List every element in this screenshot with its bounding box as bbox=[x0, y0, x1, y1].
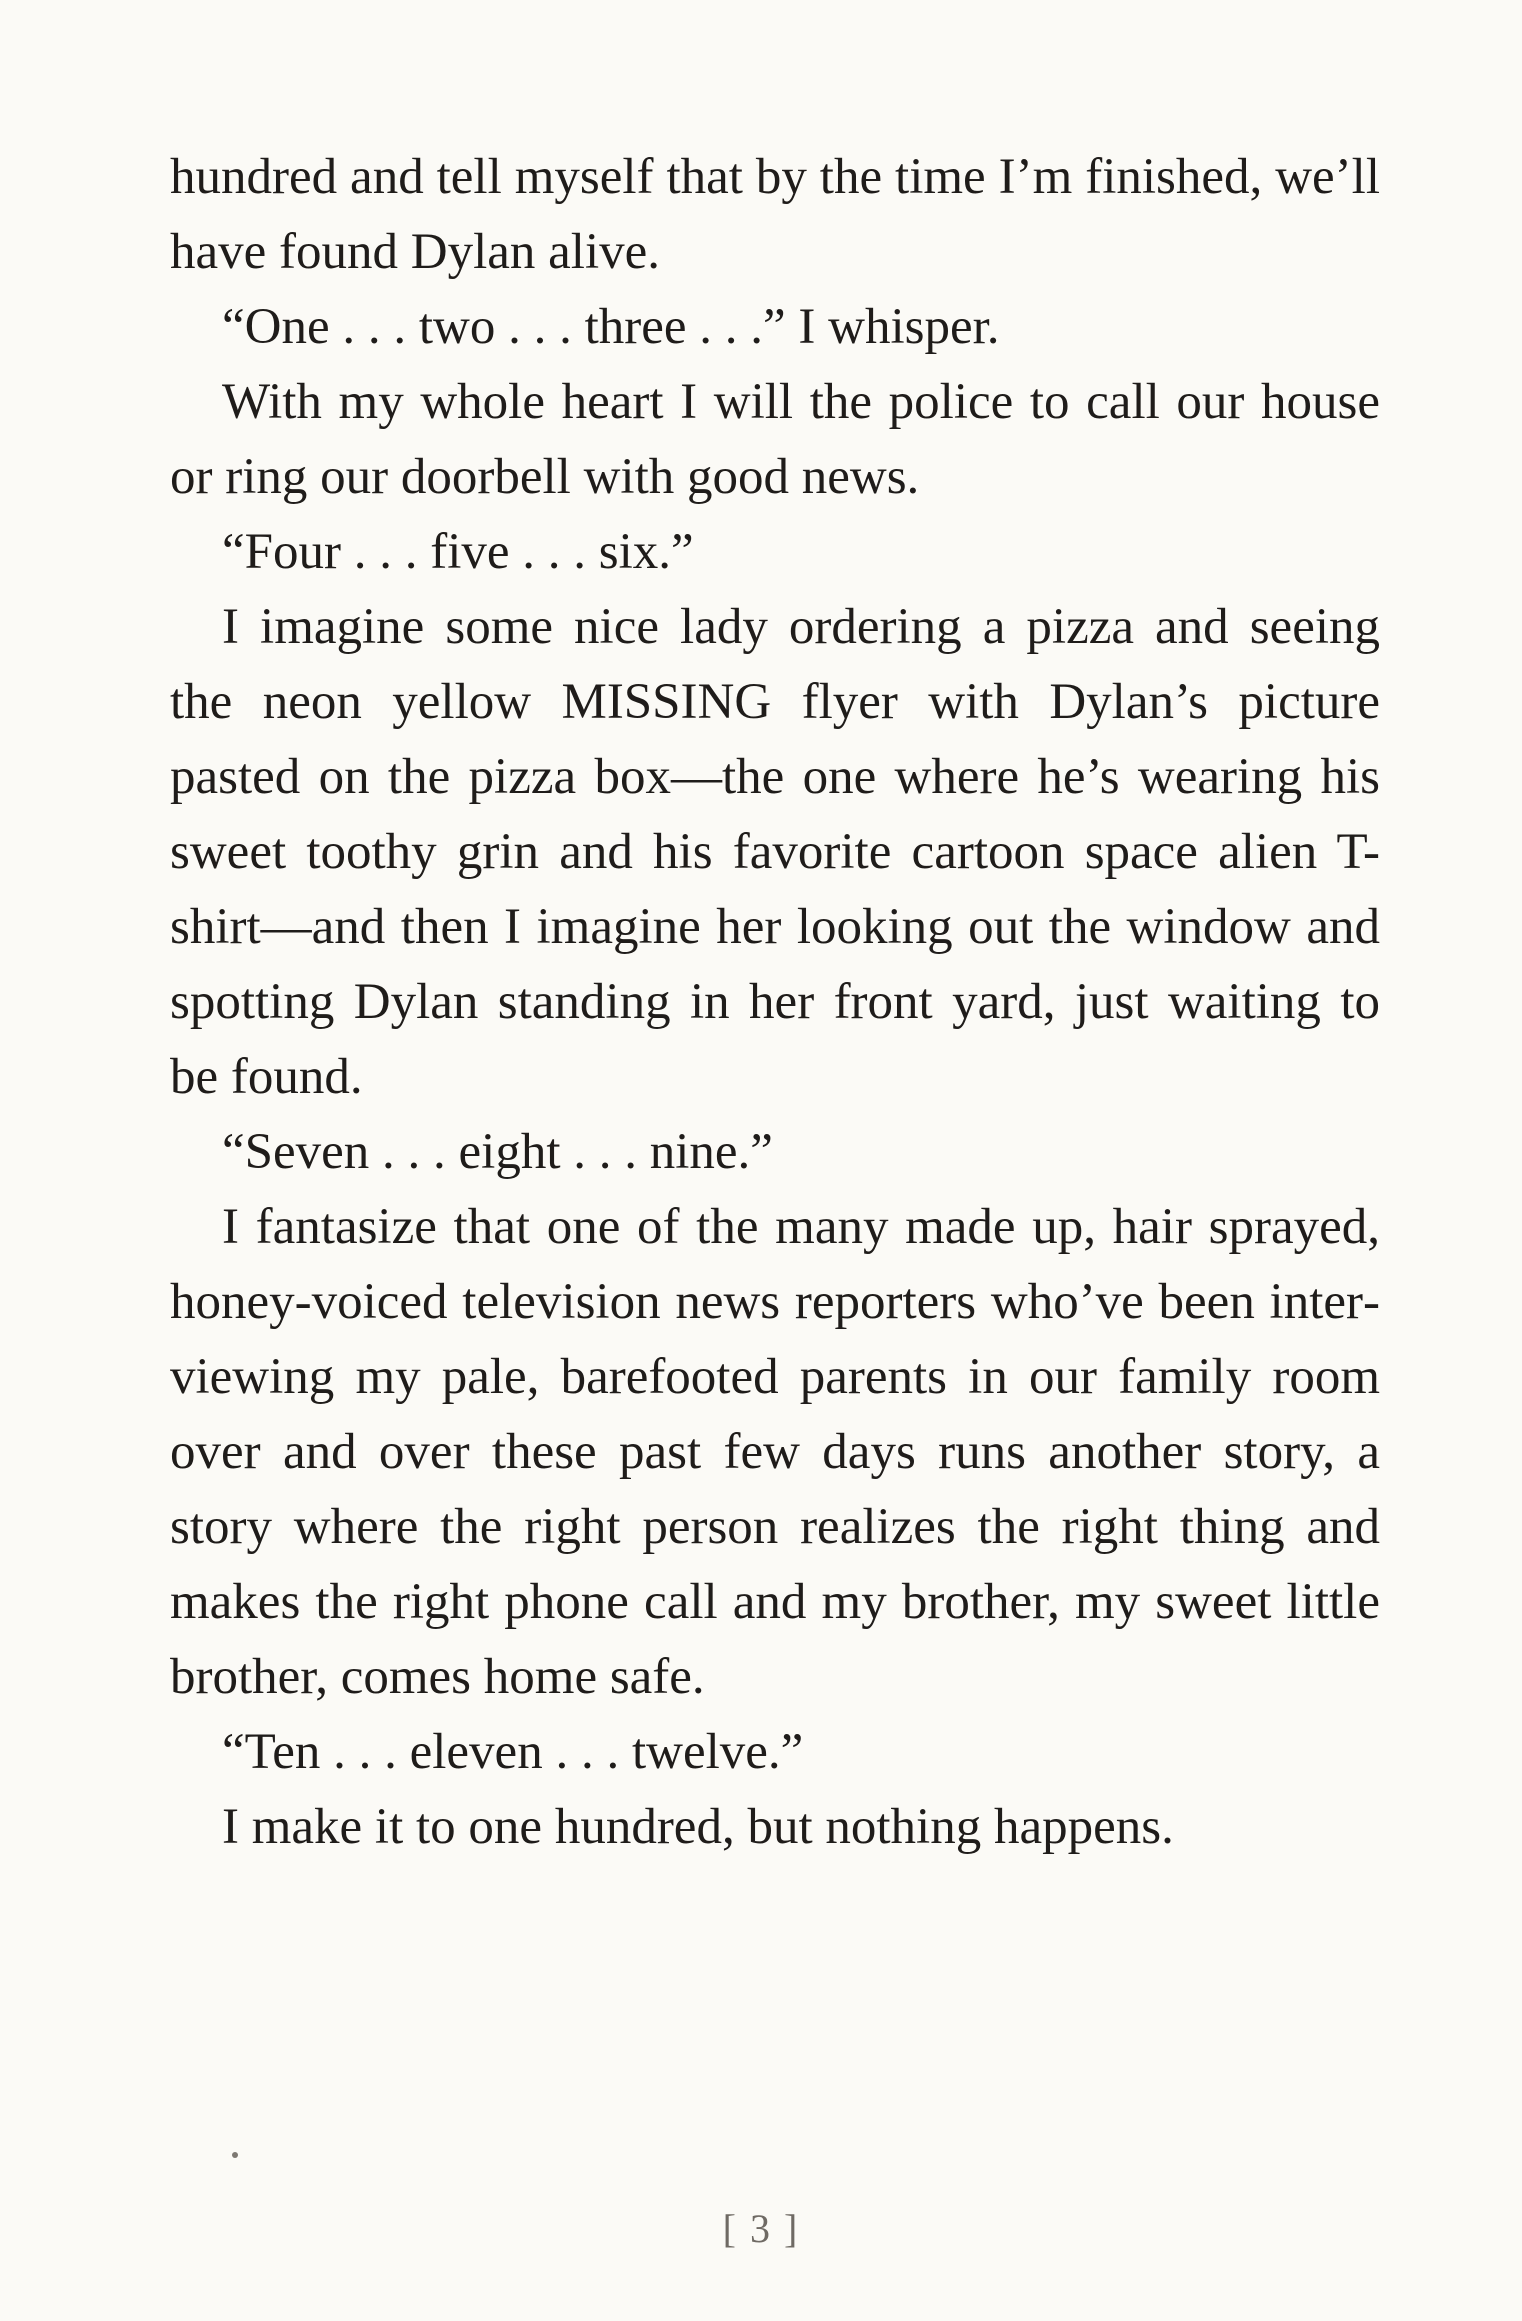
scan-speck bbox=[232, 2152, 238, 2158]
paragraph-whole-heart: With my whole heart I will the police to call our house or ring our doorbell with good news. bbox=[170, 374, 1380, 505]
paragraph-dialogue-count-four: “Four . . . five . . . six.” bbox=[222, 524, 694, 580]
paragraph-fantasize-reporters: I fantasize that one of the many made up, hair sprayed, honey-voiced television news reporters who’ve been interviewing my pale, barefooted parents in our family room over and over these past few days runs another story, a story where the right person realizes the right thing and makes the right phone call and my brother, my sweet little brother, comes home safe. bbox=[170, 1199, 1380, 1705]
page-number: [ 3 ] bbox=[722, 2206, 800, 2251]
paragraph-dialogue-count-seven: “Seven . . . eight . . . nine.” bbox=[222, 1124, 773, 1180]
paragraph-dialogue-count-ten: “Ten . . . eleven . . . twelve.” bbox=[222, 1724, 804, 1780]
paragraph-dialogue-count-one: “One . . . two . . . three . . .” I whisper. bbox=[222, 299, 1000, 355]
paragraph-imagine-lady: I imagine some nice lady ordering a pizza and seeing the neon yellow MISSING flyer with Dylan’s picture pasted on the pizza box—the one where he’s wearing his sweet toothy grin and his favorite cartoon space alien T-shirt—and then I imagine her looking out the window and spotting Dylan standing in her front yard, just waiting to be found. bbox=[170, 599, 1380, 1105]
paragraph-nothing-happens: I make it to one hundred, but nothing happens. bbox=[222, 1799, 1174, 1855]
body-text bbox=[170, 140, 1380, 1865]
paragraph-continuation: hundred and tell myself that by the time I’m finished, we’ll have found Dylan alive. bbox=[170, 149, 1380, 280]
